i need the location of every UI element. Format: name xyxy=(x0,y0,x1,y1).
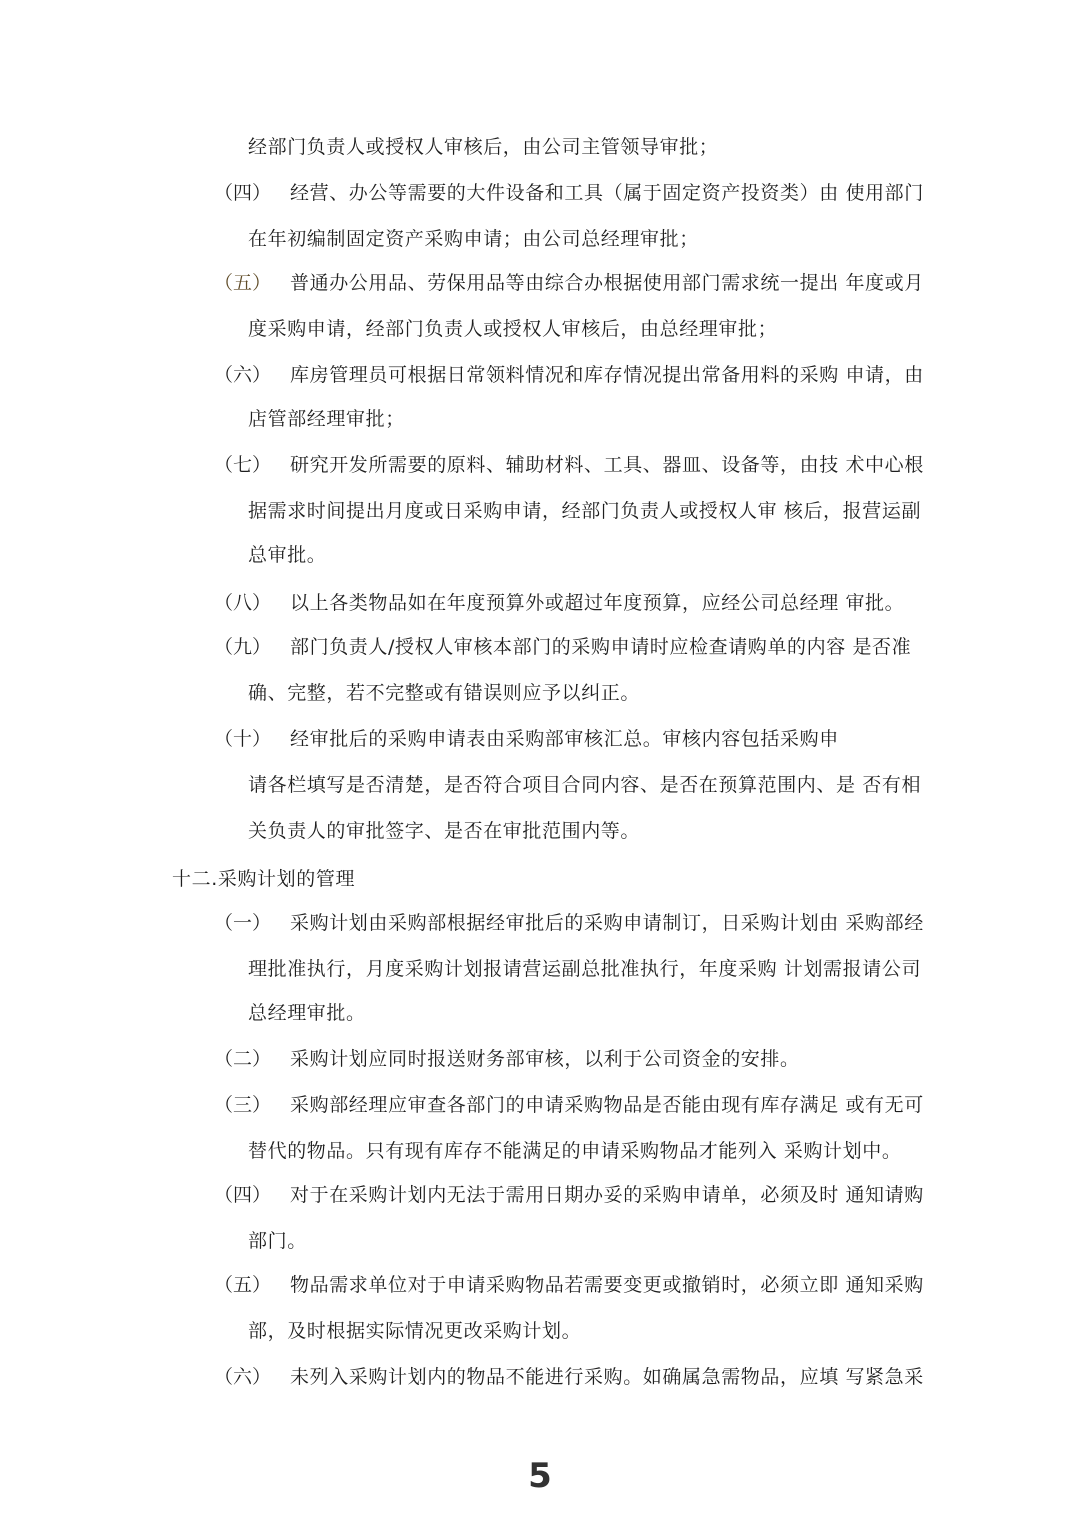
paragraph-line: 度采购申请，经部门负责人或授权人审核后，由总经理审批； xyxy=(248,318,778,340)
paragraph-line: 以上各类物品如在年度预算外或超过年度预算，应经公司总经理 审批。 xyxy=(290,592,905,614)
paragraph-line: 部，及时根据实际情况更改采购计划。 xyxy=(248,1320,582,1342)
paragraph-line: 确、完整，若不完整或有错误则应予以纠正。 xyxy=(248,682,641,704)
item-number: （二） xyxy=(214,1048,272,1070)
paragraph-line: 采购计划由采购部根据经审批后的采购申请制订，日采购计划由 采购部经 xyxy=(290,912,924,934)
paragraph-line: 部门。 xyxy=(248,1230,307,1252)
item-number: （五） xyxy=(214,272,272,294)
paragraph-line: 经营、办公等需要的大件设备和工具（属于固定资产投资类）由 使用部门 xyxy=(290,182,924,204)
paragraph-line: 请各栏填写是否清楚，是否符合项目合同内容、是否在预算范围内、是 否有相 xyxy=(248,774,922,796)
paragraph-line: 理批准执行，月度采购计划报请营运副总批准执行，年度采购 计划需报请公司 xyxy=(248,958,922,980)
paragraph-line: 研究开发所需要的原料、辅助材料、工具、器皿、设备等，由技 术中心根 xyxy=(290,454,924,476)
item-number: （六） xyxy=(214,1366,272,1388)
section-heading: 十二.采购计划的管理 xyxy=(172,868,356,890)
item-number: （十） xyxy=(214,728,272,750)
item-number: （一） xyxy=(214,912,272,934)
paragraph-line: 采购部经理应审查各部门的申请采购物品是否能由现有库存满足 或有无可 xyxy=(290,1094,924,1116)
paragraph-line: 部门负责人/授权人审核本部门的采购申请时应检查请购单的内容 是否准 xyxy=(290,636,912,658)
item-number: （八） xyxy=(214,592,272,614)
item-number: （五） xyxy=(214,1274,272,1296)
item-number: （四） xyxy=(214,182,272,204)
paragraph-line: 未列入采购计划内的物品不能进行采购。如确属急需物品，应填 写紧急采 xyxy=(290,1366,924,1388)
paragraph-line: 替代的物品。只有现有库存不能满足的申请采购物品才能列入 采购计划中。 xyxy=(248,1140,902,1162)
paragraph-line: 普通办公用品、劳保用品等由综合办根据使用部门需求统一提出 年度或月 xyxy=(290,272,924,294)
paragraph-line: 对于在采购计划内无法于需用日期办妥的采购申请单，必须及时 通知请购 xyxy=(290,1184,924,1206)
item-number: （七） xyxy=(214,454,272,476)
paragraph-line: 经部门负责人或授权人审核后，由公司主管领导审批； xyxy=(248,136,719,158)
paragraph-line: 关负责人的审批签字、是否在审批范围内等。 xyxy=(248,820,641,842)
item-number: （三） xyxy=(214,1094,272,1116)
item-number: （四） xyxy=(214,1184,272,1206)
paragraph-line: 店管部经理审批； xyxy=(248,408,405,430)
page-number: 5 xyxy=(528,1456,552,1496)
paragraph-line: 总经理审批。 xyxy=(248,1002,366,1024)
paragraph-line: 物品需求单位对于申请采购物品若需要变更或撤销时，必须立即 通知采购 xyxy=(290,1274,924,1296)
paragraph-line: 采购计划应同时报送财务部审核，以利于公司资金的安排。 xyxy=(290,1048,800,1070)
paragraph-line: 经审批后的采购申请表由采购部审核汇总。审核内容包括采购申 xyxy=(290,728,839,750)
paragraph-line: 据需求时间提出月度或日采购申请，经部门负责人或授权人审 核后，报营运副 xyxy=(248,500,922,522)
paragraph-line: 在年初编制固定资产采购申请；由公司总经理审批； xyxy=(248,228,699,250)
item-number: （六） xyxy=(214,364,272,386)
paragraph-line: 库房管理员可根据日常领料情况和库存情况提出常备用料的采购 申请，由 xyxy=(290,364,924,386)
paragraph-line: 总审批。 xyxy=(248,544,327,566)
item-number: （九） xyxy=(214,636,272,658)
